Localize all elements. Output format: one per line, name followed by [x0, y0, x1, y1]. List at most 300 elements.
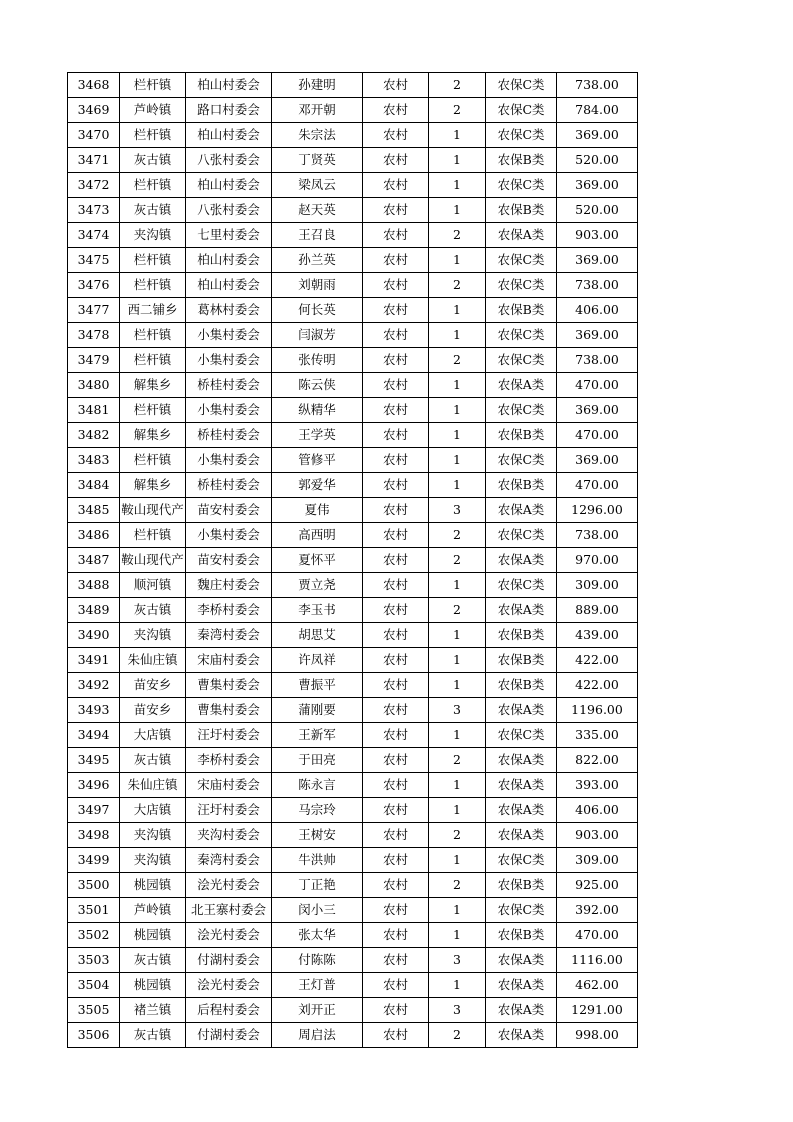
household-size-cell: 3 — [429, 998, 486, 1023]
town-cell: 夹沟镇 — [120, 223, 186, 248]
area-type-cell: 农村 — [363, 948, 429, 973]
amount-cell: 422.00 — [557, 648, 638, 673]
household-size-cell: 1 — [429, 573, 486, 598]
category-cell: 农保B类 — [486, 473, 557, 498]
amount-cell: 738.00 — [557, 73, 638, 98]
household-size-cell: 2 — [429, 873, 486, 898]
name-cell: 陈永言 — [272, 773, 363, 798]
household-size-cell: 1 — [429, 848, 486, 873]
category-cell: 农保B类 — [486, 923, 557, 948]
table-row — [68, 523, 638, 548]
town-cell: 芦岭镇 — [120, 98, 186, 123]
table-row — [68, 198, 638, 223]
area-type-cell: 农村 — [363, 523, 429, 548]
name-cell: 许凤祥 — [272, 648, 363, 673]
category-cell: 农保B类 — [486, 423, 557, 448]
area-type-cell: 农村 — [363, 623, 429, 648]
table-row — [68, 898, 638, 923]
name-cell: 周启法 — [272, 1023, 363, 1048]
category-cell: 农保A类 — [486, 998, 557, 1023]
amount-cell: 1296.00 — [557, 498, 638, 523]
name-cell: 张传明 — [272, 348, 363, 373]
amount-cell: 369.00 — [557, 248, 638, 273]
town-cell: 桃园镇 — [120, 873, 186, 898]
town-cell: 朱仙庄镇 — [120, 773, 186, 798]
area-type-cell: 农村 — [363, 773, 429, 798]
category-cell: 农保C类 — [486, 723, 557, 748]
amount-cell: 369.00 — [557, 323, 638, 348]
town-cell: 栏杆镇 — [120, 123, 186, 148]
amount-cell: 309.00 — [557, 573, 638, 598]
village-cell: 汪圩村委会 — [186, 723, 272, 748]
serial-cell: 3503 — [68, 948, 120, 973]
town-cell: 栏杆镇 — [120, 448, 186, 473]
household-size-cell: 1 — [429, 323, 486, 348]
area-type-cell: 农村 — [363, 398, 429, 423]
name-cell: 孙兰英 — [272, 248, 363, 273]
household-size-cell: 1 — [429, 248, 486, 273]
category-cell: 农保C类 — [486, 348, 557, 373]
area-type-cell: 农村 — [363, 448, 429, 473]
village-cell: 夹沟村委会 — [186, 823, 272, 848]
amount-cell: 470.00 — [557, 923, 638, 948]
serial-cell: 3475 — [68, 248, 120, 273]
serial-cell: 3491 — [68, 648, 120, 673]
village-cell: 付湖村委会 — [186, 948, 272, 973]
town-cell: 大店镇 — [120, 723, 186, 748]
category-cell: 农保C类 — [486, 848, 557, 873]
name-cell: 王树安 — [272, 823, 363, 848]
household-size-cell: 1 — [429, 373, 486, 398]
table-row — [68, 323, 638, 348]
household-size-cell: 1 — [429, 298, 486, 323]
area-type-cell: 农村 — [363, 173, 429, 198]
town-cell: 桃园镇 — [120, 923, 186, 948]
table-row — [68, 973, 638, 998]
household-size-cell: 2 — [429, 98, 486, 123]
amount-cell: 520.00 — [557, 198, 638, 223]
household-size-cell: 1 — [429, 448, 486, 473]
area-type-cell: 农村 — [363, 98, 429, 123]
town-cell: 栏杆镇 — [120, 173, 186, 198]
village-cell: 小集村委会 — [186, 323, 272, 348]
category-cell: 农保A类 — [486, 698, 557, 723]
town-cell: 苗安乡 — [120, 673, 186, 698]
village-cell: 付湖村委会 — [186, 1023, 272, 1048]
area-type-cell: 农村 — [363, 348, 429, 373]
serial-cell: 3493 — [68, 698, 120, 723]
town-cell: 夹沟镇 — [120, 848, 186, 873]
serial-cell: 3468 — [68, 73, 120, 98]
town-cell: 灰古镇 — [120, 598, 186, 623]
table-row — [68, 123, 638, 148]
amount-cell: 406.00 — [557, 298, 638, 323]
town-cell: 苗安乡 — [120, 698, 186, 723]
area-type-cell: 农村 — [363, 573, 429, 598]
category-cell: 农保B类 — [486, 198, 557, 223]
household-size-cell: 3 — [429, 698, 486, 723]
town-cell: 灰古镇 — [120, 748, 186, 773]
village-cell: 后程村委会 — [186, 998, 272, 1023]
village-cell: 路口村委会 — [186, 98, 272, 123]
amount-cell: 470.00 — [557, 373, 638, 398]
serial-cell: 3481 — [68, 398, 120, 423]
name-cell: 何长英 — [272, 298, 363, 323]
category-cell: 农保C类 — [486, 248, 557, 273]
table-row — [68, 373, 638, 398]
serial-cell: 3470 — [68, 123, 120, 148]
village-cell: 浍光村委会 — [186, 973, 272, 998]
name-cell: 李玉书 — [272, 598, 363, 623]
serial-cell: 3476 — [68, 273, 120, 298]
category-cell: 农保B类 — [486, 148, 557, 173]
table-row — [68, 673, 638, 698]
category-cell: 农保A类 — [486, 823, 557, 848]
village-cell: 柏山村委会 — [186, 73, 272, 98]
name-cell: 于田亮 — [272, 748, 363, 773]
town-cell: 栏杆镇 — [120, 523, 186, 548]
table-row — [68, 173, 638, 198]
household-size-cell: 1 — [429, 148, 486, 173]
amount-cell: 903.00 — [557, 223, 638, 248]
table-row — [68, 423, 638, 448]
town-cell: 栏杆镇 — [120, 323, 186, 348]
table-row — [68, 948, 638, 973]
name-cell: 纵精华 — [272, 398, 363, 423]
town-cell: 灰古镇 — [120, 148, 186, 173]
village-cell: 柏山村委会 — [186, 123, 272, 148]
table-row — [68, 223, 638, 248]
table-row — [68, 573, 638, 598]
town-cell: 夹沟镇 — [120, 823, 186, 848]
area-type-cell: 农村 — [363, 248, 429, 273]
village-cell: 小集村委会 — [186, 448, 272, 473]
area-type-cell: 农村 — [363, 823, 429, 848]
area-type-cell: 农村 — [363, 273, 429, 298]
village-cell: 宋庙村委会 — [186, 773, 272, 798]
category-cell: 农保B类 — [486, 673, 557, 698]
name-cell: 牛洪帅 — [272, 848, 363, 873]
area-type-cell: 农村 — [363, 798, 429, 823]
serial-cell: 3473 — [68, 198, 120, 223]
serial-cell: 3484 — [68, 473, 120, 498]
table-row — [68, 473, 638, 498]
category-cell: 农保C类 — [486, 448, 557, 473]
serial-cell: 3471 — [68, 148, 120, 173]
town-cell: 灰古镇 — [120, 1023, 186, 1048]
name-cell: 闫淑芳 — [272, 323, 363, 348]
table-row — [68, 723, 638, 748]
village-cell: 秦湾村委会 — [186, 623, 272, 648]
town-cell: 大店镇 — [120, 798, 186, 823]
name-cell: 王灯普 — [272, 973, 363, 998]
town-cell: 西二铺乡 — [120, 298, 186, 323]
area-type-cell: 农村 — [363, 298, 429, 323]
serial-cell: 3502 — [68, 923, 120, 948]
area-type-cell: 农村 — [363, 423, 429, 448]
town-cell: 桃园镇 — [120, 973, 186, 998]
category-cell: 农保C类 — [486, 523, 557, 548]
table-row — [68, 348, 638, 373]
village-cell: 秦湾村委会 — [186, 848, 272, 873]
area-type-cell: 农村 — [363, 223, 429, 248]
table-row — [68, 998, 638, 1023]
village-cell: 葛林村委会 — [186, 298, 272, 323]
name-cell: 马宗玲 — [272, 798, 363, 823]
area-type-cell: 农村 — [363, 498, 429, 523]
village-cell: 七里村委会 — [186, 223, 272, 248]
town-cell: 栏杆镇 — [120, 248, 186, 273]
category-cell: 农保B类 — [486, 623, 557, 648]
town-cell: 鞍山现代产 — [120, 498, 186, 523]
serial-cell: 3488 — [68, 573, 120, 598]
category-cell: 农保A类 — [486, 773, 557, 798]
household-size-cell: 1 — [429, 673, 486, 698]
household-size-cell: 1 — [429, 798, 486, 823]
household-size-cell: 2 — [429, 348, 486, 373]
household-size-cell: 3 — [429, 948, 486, 973]
serial-cell: 3500 — [68, 873, 120, 898]
town-cell: 灰古镇 — [120, 948, 186, 973]
amount-cell: 369.00 — [557, 448, 638, 473]
name-cell: 夏怀平 — [272, 548, 363, 573]
household-size-cell: 1 — [429, 898, 486, 923]
category-cell: 农保A类 — [486, 798, 557, 823]
household-size-cell: 1 — [429, 648, 486, 673]
serial-cell: 3505 — [68, 998, 120, 1023]
town-cell: 栏杆镇 — [120, 73, 186, 98]
amount-cell: 738.00 — [557, 523, 638, 548]
village-cell: 八张村委会 — [186, 148, 272, 173]
serial-cell: 3469 — [68, 98, 120, 123]
category-cell: 农保C类 — [486, 573, 557, 598]
village-cell: 李桥村委会 — [186, 748, 272, 773]
town-cell: 夹沟镇 — [120, 623, 186, 648]
records-table — [67, 72, 638, 1048]
table-row — [68, 73, 638, 98]
table-row — [68, 648, 638, 673]
area-type-cell: 农村 — [363, 598, 429, 623]
serial-cell: 3490 — [68, 623, 120, 648]
area-type-cell: 农村 — [363, 973, 429, 998]
amount-cell: 784.00 — [557, 98, 638, 123]
serial-cell: 3478 — [68, 323, 120, 348]
amount-cell: 392.00 — [557, 898, 638, 923]
household-size-cell: 1 — [429, 723, 486, 748]
town-cell: 解集乡 — [120, 473, 186, 498]
household-size-cell: 2 — [429, 1023, 486, 1048]
amount-cell: 1291.00 — [557, 998, 638, 1023]
serial-cell: 3498 — [68, 823, 120, 848]
category-cell: 农保A类 — [486, 373, 557, 398]
name-cell: 曹振平 — [272, 673, 363, 698]
name-cell: 郭爱华 — [272, 473, 363, 498]
area-type-cell: 农村 — [363, 123, 429, 148]
name-cell: 管修平 — [272, 448, 363, 473]
village-cell: 柏山村委会 — [186, 273, 272, 298]
town-cell: 解集乡 — [120, 373, 186, 398]
village-cell: 李桥村委会 — [186, 598, 272, 623]
amount-cell: 998.00 — [557, 1023, 638, 1048]
town-cell: 栏杆镇 — [120, 398, 186, 423]
table-row — [68, 873, 638, 898]
amount-cell: 369.00 — [557, 123, 638, 148]
table-row — [68, 923, 638, 948]
serial-cell: 3495 — [68, 748, 120, 773]
category-cell: 农保B类 — [486, 298, 557, 323]
household-size-cell: 1 — [429, 973, 486, 998]
village-cell: 苗安村委会 — [186, 498, 272, 523]
name-cell: 赵天英 — [272, 198, 363, 223]
category-cell: 农保C类 — [486, 898, 557, 923]
table-row — [68, 748, 638, 773]
household-size-cell: 2 — [429, 273, 486, 298]
amount-cell: 422.00 — [557, 673, 638, 698]
area-type-cell: 农村 — [363, 73, 429, 98]
town-cell: 芦岭镇 — [120, 898, 186, 923]
village-cell: 浍光村委会 — [186, 923, 272, 948]
name-cell: 陈云侠 — [272, 373, 363, 398]
household-size-cell: 2 — [429, 598, 486, 623]
area-type-cell: 农村 — [363, 723, 429, 748]
amount-cell: 369.00 — [557, 173, 638, 198]
serial-cell: 3506 — [68, 1023, 120, 1048]
household-size-cell: 1 — [429, 173, 486, 198]
category-cell: 农保A类 — [486, 748, 557, 773]
name-cell: 高西明 — [272, 523, 363, 548]
serial-cell: 3482 — [68, 423, 120, 448]
serial-cell: 3486 — [68, 523, 120, 548]
amount-cell: 439.00 — [557, 623, 638, 648]
household-size-cell: 1 — [429, 623, 486, 648]
village-cell: 小集村委会 — [186, 523, 272, 548]
household-size-cell: 1 — [429, 123, 486, 148]
village-cell: 柏山村委会 — [186, 248, 272, 273]
village-cell: 浍光村委会 — [186, 873, 272, 898]
area-type-cell: 农村 — [363, 923, 429, 948]
name-cell: 邓开朝 — [272, 98, 363, 123]
name-cell: 张太华 — [272, 923, 363, 948]
name-cell: 丁贤英 — [272, 148, 363, 173]
table-row — [68, 448, 638, 473]
table-row — [68, 148, 638, 173]
area-type-cell: 农村 — [363, 898, 429, 923]
amount-cell: 738.00 — [557, 348, 638, 373]
village-cell: 桥桂村委会 — [186, 473, 272, 498]
name-cell: 王学英 — [272, 423, 363, 448]
town-cell: 栏杆镇 — [120, 273, 186, 298]
household-size-cell: 2 — [429, 748, 486, 773]
table-row — [68, 623, 638, 648]
table-row — [68, 273, 638, 298]
amount-cell: 462.00 — [557, 973, 638, 998]
name-cell: 胡思艾 — [272, 623, 363, 648]
serial-cell: 3487 — [68, 548, 120, 573]
village-cell: 曹集村委会 — [186, 673, 272, 698]
town-cell: 鞍山现代产 — [120, 548, 186, 573]
name-cell: 蒲刚要 — [272, 698, 363, 723]
amount-cell: 925.00 — [557, 873, 638, 898]
serial-cell: 3497 — [68, 798, 120, 823]
amount-cell: 393.00 — [557, 773, 638, 798]
category-cell: 农保C类 — [486, 398, 557, 423]
household-size-cell: 1 — [429, 773, 486, 798]
area-type-cell: 农村 — [363, 673, 429, 698]
area-type-cell: 农村 — [363, 1023, 429, 1048]
category-cell: 农保C类 — [486, 123, 557, 148]
household-size-cell: 2 — [429, 73, 486, 98]
village-cell: 桥桂村委会 — [186, 423, 272, 448]
amount-cell: 1116.00 — [557, 948, 638, 973]
area-type-cell: 农村 — [363, 548, 429, 573]
table-row — [68, 1023, 638, 1048]
town-cell: 褚兰镇 — [120, 998, 186, 1023]
serial-cell: 3489 — [68, 598, 120, 623]
name-cell: 朱宗法 — [272, 123, 363, 148]
table-row — [68, 698, 638, 723]
table-row — [68, 298, 638, 323]
serial-cell: 3474 — [68, 223, 120, 248]
village-cell: 八张村委会 — [186, 198, 272, 223]
village-cell: 苗安村委会 — [186, 548, 272, 573]
table-row — [68, 823, 638, 848]
table-row — [68, 248, 638, 273]
village-cell: 桥桂村委会 — [186, 373, 272, 398]
name-cell: 丁正艳 — [272, 873, 363, 898]
area-type-cell: 农村 — [363, 748, 429, 773]
category-cell: 农保C类 — [486, 73, 557, 98]
area-type-cell: 农村 — [363, 848, 429, 873]
area-type-cell: 农村 — [363, 373, 429, 398]
amount-cell: 470.00 — [557, 473, 638, 498]
category-cell: 农保C类 — [486, 273, 557, 298]
category-cell: 农保A类 — [486, 223, 557, 248]
town-cell: 朱仙庄镇 — [120, 648, 186, 673]
serial-cell: 3485 — [68, 498, 120, 523]
amount-cell: 520.00 — [557, 148, 638, 173]
village-cell: 汪圩村委会 — [186, 798, 272, 823]
amount-cell: 903.00 — [557, 823, 638, 848]
serial-cell: 3492 — [68, 673, 120, 698]
table-row — [68, 548, 638, 573]
category-cell: 农保B类 — [486, 873, 557, 898]
amount-cell: 1196.00 — [557, 698, 638, 723]
serial-cell: 3501 — [68, 898, 120, 923]
table-row — [68, 598, 638, 623]
category-cell: 农保A类 — [486, 498, 557, 523]
table-row — [68, 773, 638, 798]
category-cell: 农保C类 — [486, 323, 557, 348]
serial-cell: 3480 — [68, 373, 120, 398]
amount-cell: 738.00 — [557, 273, 638, 298]
area-type-cell: 农村 — [363, 148, 429, 173]
serial-cell: 3479 — [68, 348, 120, 373]
name-cell: 闵小三 — [272, 898, 363, 923]
name-cell: 刘朝雨 — [272, 273, 363, 298]
household-size-cell: 3 — [429, 498, 486, 523]
area-type-cell: 农村 — [363, 648, 429, 673]
amount-cell: 335.00 — [557, 723, 638, 748]
name-cell: 付陈陈 — [272, 948, 363, 973]
household-size-cell: 1 — [429, 398, 486, 423]
village-cell: 曹集村委会 — [186, 698, 272, 723]
household-size-cell: 2 — [429, 823, 486, 848]
table-body — [68, 73, 638, 1048]
serial-cell: 3499 — [68, 848, 120, 873]
table-row — [68, 398, 638, 423]
table-row — [68, 498, 638, 523]
village-cell: 宋庙村委会 — [186, 648, 272, 673]
